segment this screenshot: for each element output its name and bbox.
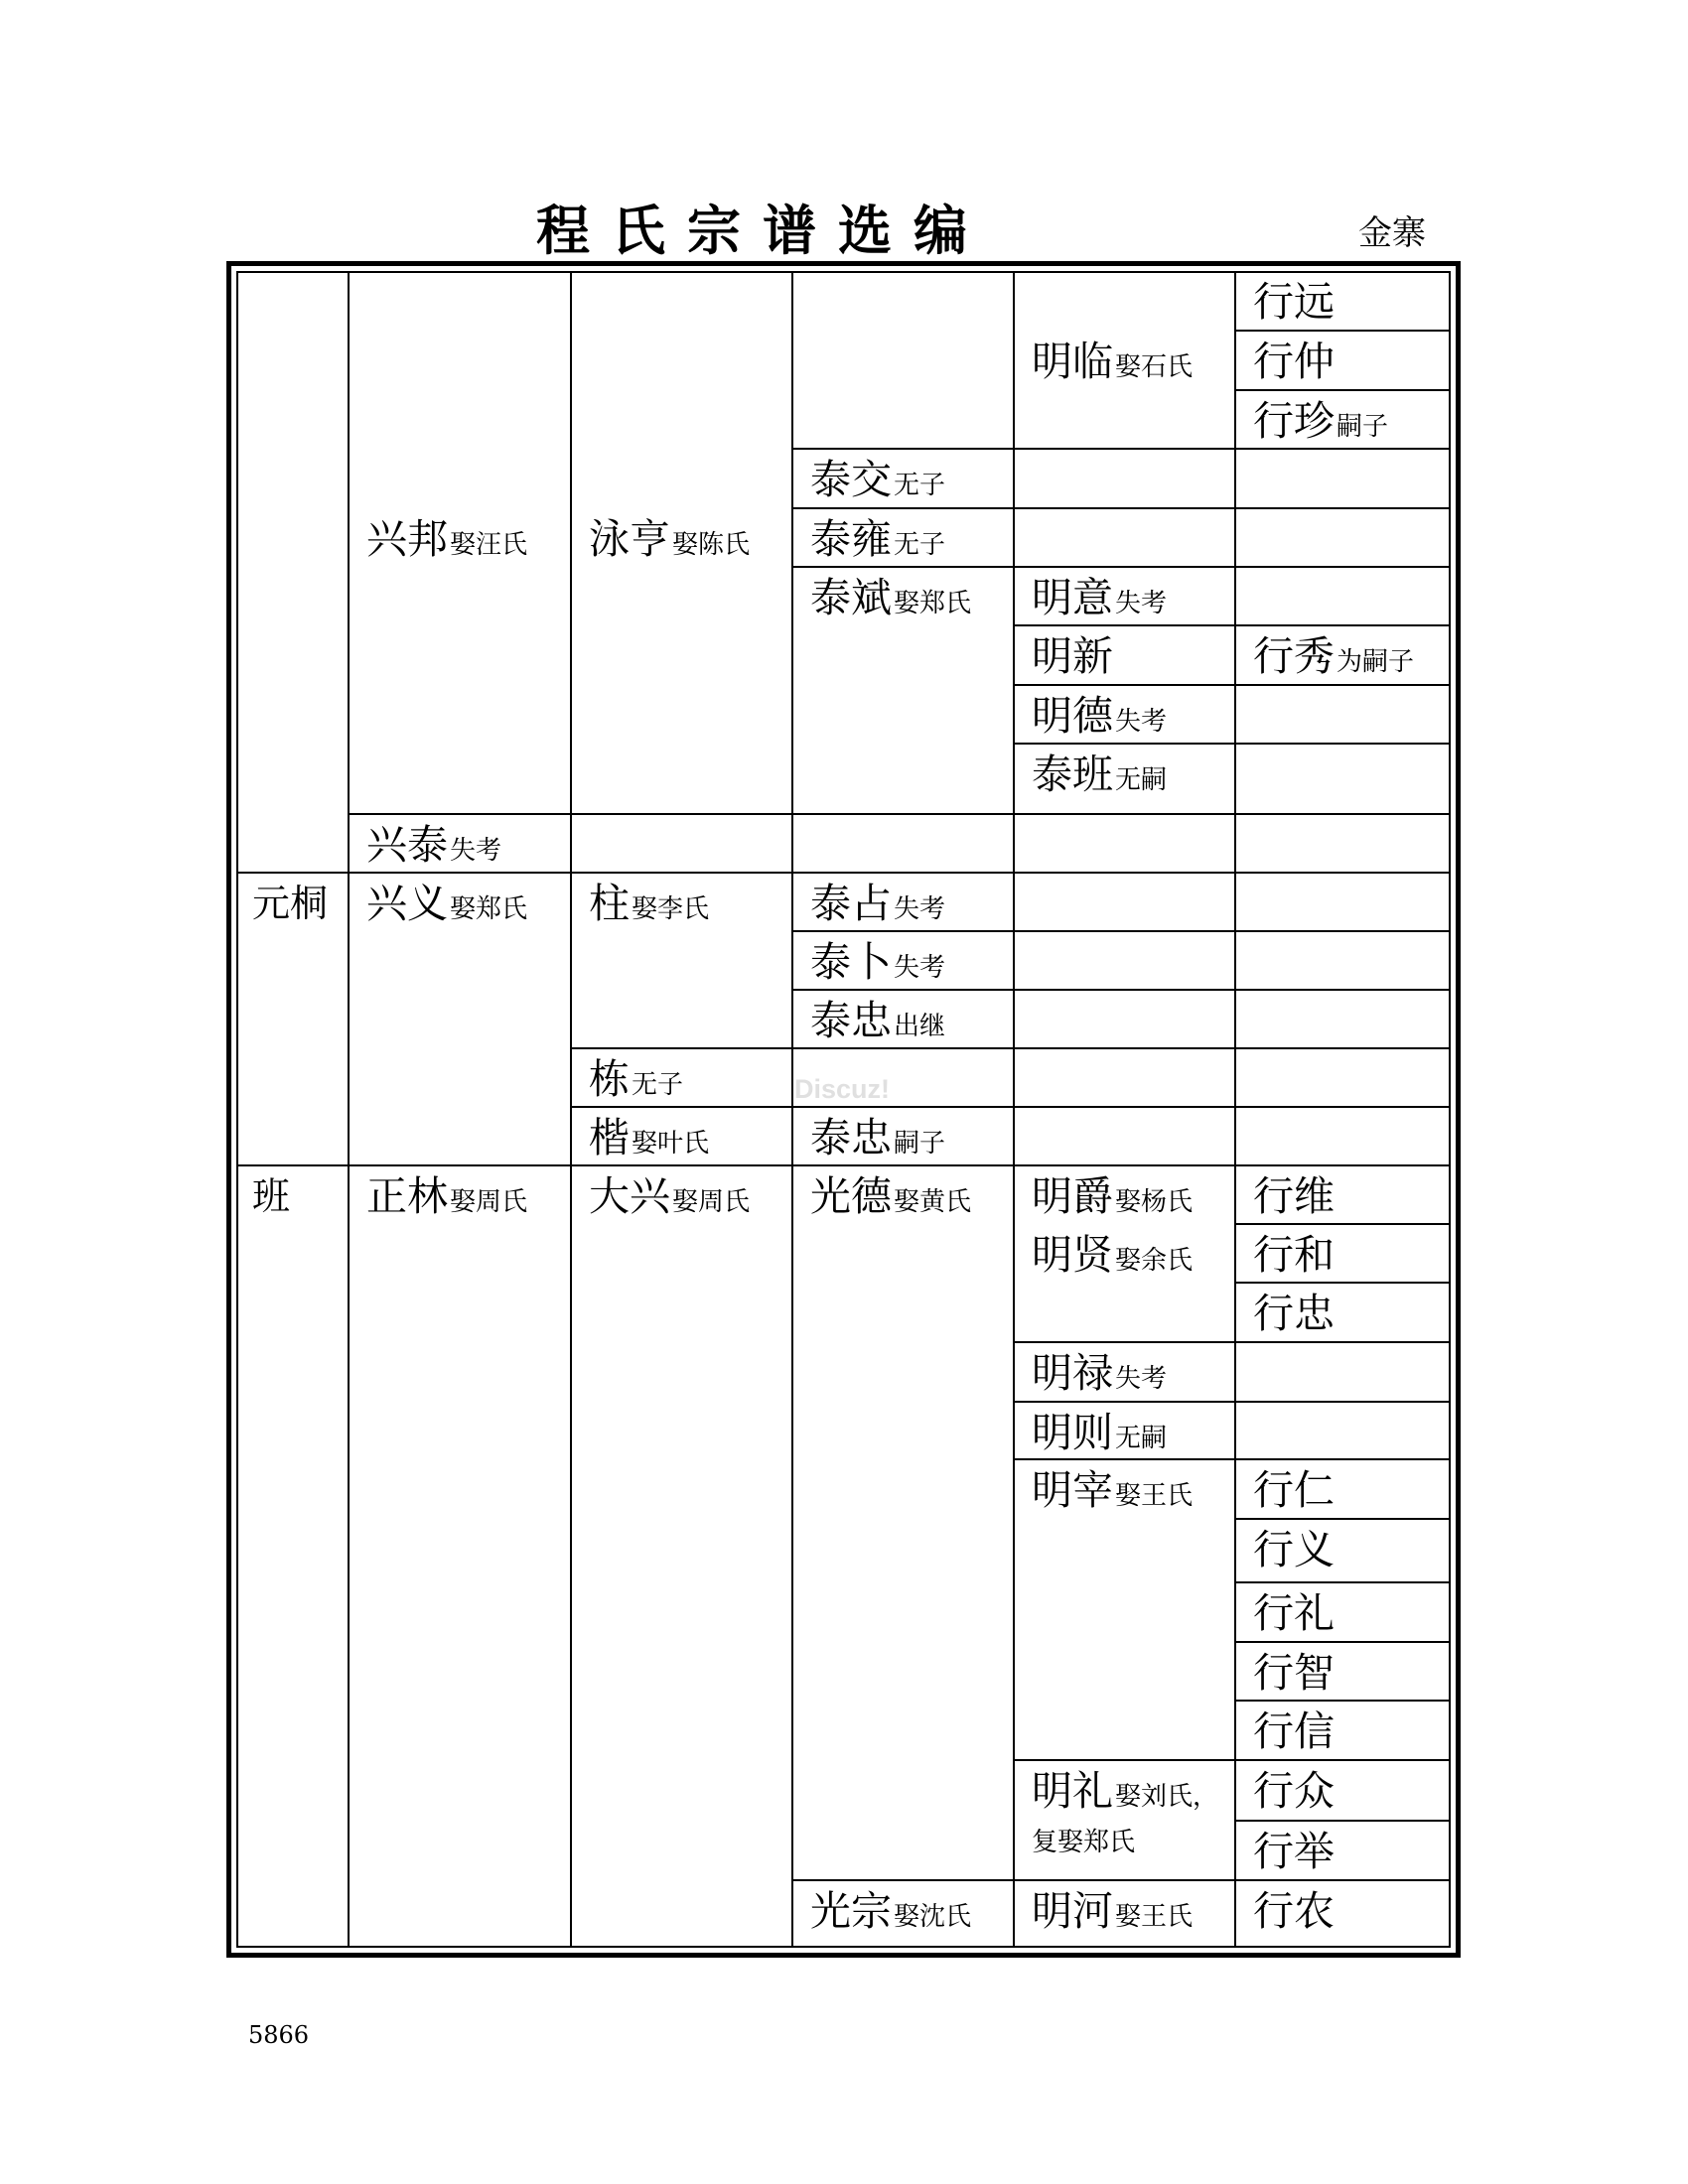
person-note: 娶周氏: [450, 1187, 528, 1217]
genealogy-entry: [1253, 1289, 1335, 1347]
person-note-continued: 复娶郑氏: [1032, 1828, 1136, 1857]
genealogy-entry: [1032, 631, 1113, 690]
person-note: 娶王氏: [1115, 1481, 1194, 1511]
genealogy-entry: [1253, 631, 1414, 690]
person-note: 失考: [894, 894, 946, 924]
person-name: 行维: [1253, 1172, 1335, 1220]
person-name: 大兴: [589, 1172, 670, 1220]
genealogy-entry: [1032, 1886, 1193, 1945]
genealogy-entry: [1032, 1348, 1167, 1407]
person-name: 泰交: [810, 456, 892, 503]
person-name: 行众: [1253, 1767, 1335, 1815]
genealogy-entry: [810, 514, 945, 573]
person-note: 娶李氏: [632, 894, 710, 924]
page-title: 程氏宗谱选编: [536, 200, 989, 262]
row-divider: [571, 1047, 1451, 1049]
genealogy-entry: [589, 1054, 683, 1113]
genealogy-entry: [366, 514, 527, 573]
genealogy-entry: [1253, 1766, 1335, 1825]
person-name: 正林: [366, 1172, 448, 1220]
person-name: 明新: [1032, 632, 1113, 680]
genealogy-entry: [1253, 337, 1335, 395]
person-name: 行秀: [1253, 632, 1335, 680]
person-note: 嗣子: [894, 1129, 946, 1159]
person-name: 明爵: [1032, 1172, 1113, 1220]
person-note: 娶刘氏，: [1115, 1782, 1219, 1812]
genealogy-entry: [1032, 750, 1167, 808]
person-note: 娶黄氏: [894, 1187, 972, 1217]
person-name: 行和: [1253, 1231, 1335, 1279]
person-name: 兴泰: [366, 821, 448, 869]
genealogy-entry: [810, 996, 945, 1054]
genealogy-entry: [1032, 1465, 1193, 1524]
genealogy-entry: [252, 879, 328, 936]
genealogy-entry: [252, 1171, 290, 1229]
genealogy-entry: [589, 1171, 750, 1230]
column-divider: [348, 271, 350, 1948]
person-note: 失考: [1115, 589, 1168, 618]
genealogy-entry: [1032, 337, 1193, 395]
person-name: 行义: [1253, 1526, 1335, 1573]
person-name: 明河: [1032, 1887, 1113, 1935]
watermark: Discuz!: [794, 1074, 891, 1104]
person-name: 泰忠: [810, 997, 892, 1044]
genealogy-entry: [589, 514, 750, 573]
person-name: 柱: [589, 880, 630, 927]
column-divider: [1234, 271, 1236, 1948]
genealogy-entry: [1253, 1588, 1335, 1647]
genealogy-entry: [810, 937, 945, 996]
person-name: 明则: [1032, 1409, 1113, 1456]
person-name: 明意: [1032, 574, 1113, 621]
row-divider: [349, 813, 1451, 815]
genealogy-entry: [810, 455, 945, 513]
genealogy-entry: [1032, 1766, 1218, 1825]
genealogy-entry: [366, 879, 527, 937]
row-divider: [1014, 1341, 1451, 1343]
genealogy-entry: [810, 1113, 945, 1171]
person-name: 泰斌: [810, 574, 892, 621]
person-note: 娶周氏: [672, 1187, 751, 1217]
genealogy-entry: [1253, 1648, 1335, 1706]
person-note: 娶叶氏: [632, 1129, 710, 1159]
page-number: 5866: [248, 2021, 310, 2049]
person-name: 泰忠: [810, 1114, 892, 1161]
person-note: 无子: [894, 471, 946, 500]
person-note: 无嗣: [1115, 765, 1168, 795]
genealogy-entry: [366, 1171, 527, 1230]
person-note: 娶杨氏: [1115, 1187, 1194, 1217]
person-name: 明德: [1032, 692, 1113, 740]
person-note: 为嗣子: [1336, 647, 1415, 677]
person-name: 光德: [810, 1172, 892, 1220]
genealogy-entry: [1032, 691, 1167, 750]
person-note: 娶郑氏: [894, 589, 972, 618]
genealogy-entry: [810, 1886, 971, 1945]
genealogy-entry: [1253, 1465, 1335, 1524]
person-note: 出继: [894, 1012, 946, 1041]
genealogy-entry: [810, 573, 971, 631]
genealogy-entry: [810, 1171, 971, 1230]
row-divider: [571, 1106, 1451, 1108]
row-divider: [792, 1879, 1451, 1881]
person-name: 行信: [1253, 1707, 1335, 1755]
person-name: 兴义: [366, 880, 448, 927]
person-note: 失考: [450, 836, 502, 866]
genealogy-entry: [1032, 573, 1167, 631]
person-name: 行珍: [1253, 397, 1335, 445]
person-name: 明宰: [1032, 1466, 1113, 1514]
person-note: 嗣子: [1336, 412, 1389, 442]
village-name: 金寨: [1358, 213, 1426, 253]
person-name: 行礼: [1253, 1589, 1335, 1637]
genealogy-entry: [1253, 1886, 1335, 1945]
genealogy-entry: [1253, 1706, 1335, 1765]
person-note: 无子: [894, 530, 946, 560]
genealogy-entry: [1253, 277, 1335, 336]
person-name: 明礼: [1032, 1767, 1113, 1815]
person-note: 娶沈氏: [894, 1902, 972, 1932]
genealogy-entry: [366, 820, 501, 879]
person-note: 娶汪氏: [450, 530, 528, 560]
person-name: 行远: [1253, 278, 1335, 326]
person-name: 泰占: [810, 880, 892, 927]
person-name: 明贤: [1032, 1231, 1113, 1279]
genealogy-entry: [1253, 1827, 1335, 1885]
person-note: 失考: [894, 953, 946, 983]
person-note: 娶余氏: [1115, 1246, 1194, 1276]
person-name: 兴邦: [366, 515, 448, 563]
person-note: 娶郑氏: [450, 894, 528, 924]
person-note: 失考: [1115, 1364, 1168, 1394]
person-note: 无子: [632, 1070, 684, 1100]
person-note: 娶王氏: [1115, 1902, 1194, 1932]
column-divider: [1013, 271, 1015, 1948]
person-note: 娶陈氏: [672, 530, 751, 560]
genealogy-entry: [1253, 396, 1388, 455]
person-name: 行农: [1253, 1887, 1335, 1935]
genealogy-entry: [589, 1113, 709, 1171]
person-name: 泰班: [1032, 751, 1113, 798]
person-name: 班: [252, 1174, 291, 1218]
person-name: 明禄: [1032, 1349, 1113, 1397]
person-name: 明临: [1032, 338, 1113, 385]
person-name: 泰卜: [810, 938, 892, 986]
row-divider: [1014, 1759, 1451, 1761]
genealogy-entry: [1032, 1408, 1167, 1466]
genealogy-entry: [1032, 1171, 1193, 1230]
person-name: 栋: [589, 1055, 630, 1103]
person-name: 行智: [1253, 1649, 1335, 1697]
person-note: 无嗣: [1115, 1424, 1168, 1453]
person-name: 光宗: [810, 1887, 892, 1935]
column-divider: [791, 271, 793, 1948]
person-name: 行忠: [1253, 1290, 1335, 1337]
person-name: 泳亨: [589, 515, 670, 563]
genealogy-entry: [1032, 1230, 1193, 1289]
genealogy-entry: [589, 879, 709, 937]
genealogy-entry: [1253, 1230, 1335, 1289]
person-name: 行仁: [1253, 1466, 1335, 1514]
person-name: 行仲: [1253, 338, 1335, 385]
person-note: 娶石氏: [1115, 352, 1194, 382]
person-note: 失考: [1115, 707, 1168, 737]
person-name: 泰雍: [810, 515, 892, 563]
person-name: 楷: [589, 1114, 630, 1161]
person-name: 行举: [1253, 1828, 1335, 1875]
genealogy-entry: [1253, 1525, 1335, 1583]
genealogy-entry: [1253, 1171, 1335, 1230]
column-divider: [570, 271, 572, 1948]
person-name: 元桐: [252, 882, 329, 925]
genealogy-entry: [810, 879, 945, 937]
